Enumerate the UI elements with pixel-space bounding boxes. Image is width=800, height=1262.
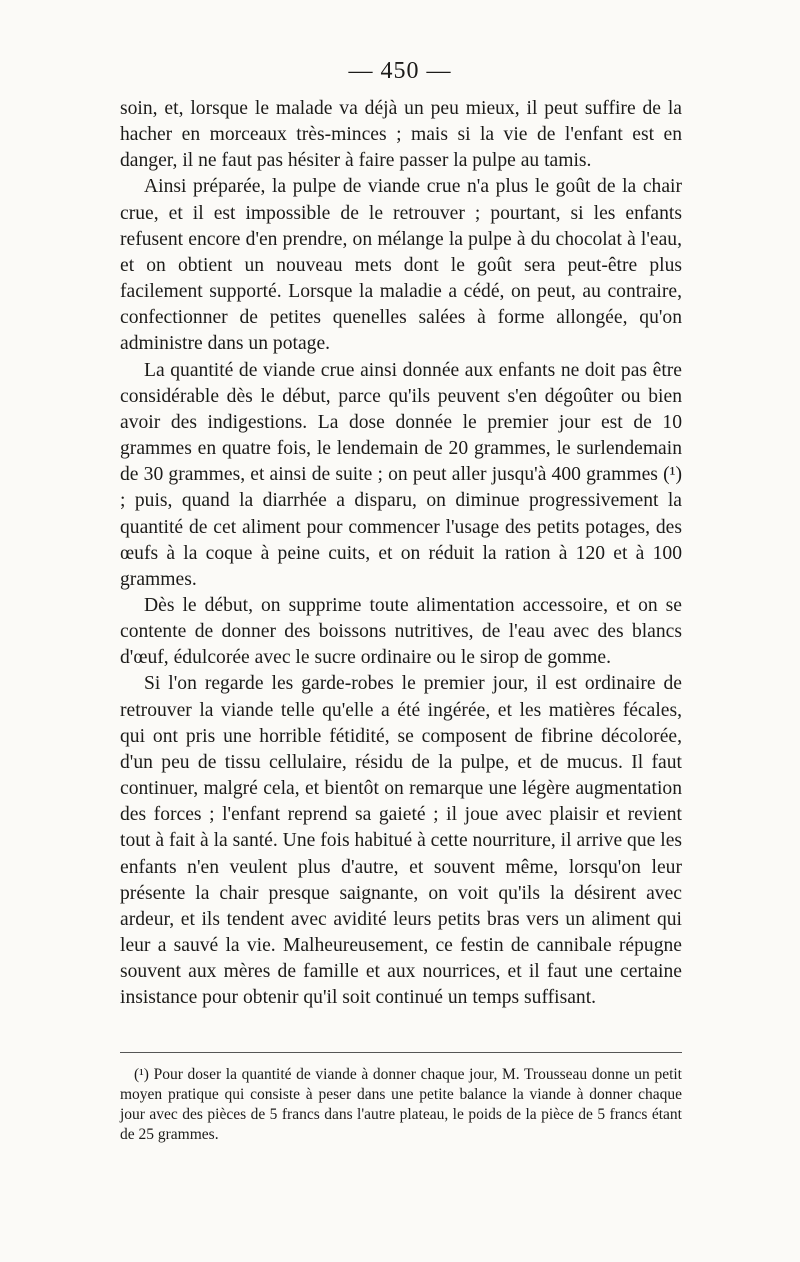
footnote-text: Pour doser la quantité de viande à donner chaque jour, M. Trousseau donne un petit moyen pratique qui consiste à peser dans une petite balance la viande à donner chaque jour avec des pièces de 5 francs dans l'autre plateau, le poids de la pièce de 5 francs étant de 25 grammes. <box>120 1066 682 1143</box>
paragraph-4: Dès le début, on supprime toute alimentation accessoire, et on se contente de donner des boissons nutritives, de l'eau avec des blancs d'œuf, édulcorée avec le sucre ordinaire ou le sirop de gomme. <box>120 594 682 669</box>
footnote-marker: (¹) <box>134 1066 149 1083</box>
paragraph-2: Ainsi préparée, la pulpe de viande crue n'a plus le goût de la chair crue, et il est impossible de le retrouver ; pourtant, si les enfants refusent encore d'en prendre, on mélange la pulpe à du chocolat à l'eau, et on obtient un nouveau mets dont le goût sera peut-être plus facilement supporté. Lorsque la maladie a cédé, on peut, au contraire, confectionner de petites quenelles salées à forme allongée, qu'on administre dans un potage. <box>120 176 682 355</box>
footnote-rule <box>120 1052 682 1053</box>
body-text <box>120 96 682 1011</box>
paragraph-5: Si l'on regarde les garde-robes le premier jour, il est ordinaire de retrouver la viande telle qu'elle a été ingérée, et les matières fécales, qui ont pris une horrible fétidité, se composent de fibrine décolorée, d'un peu de tissu cellulaire, résidu de la pulpe, et de mucus. Il faut continuer, malgré cela, et bientôt on remarque une légère augmentation des forces ; l'enfant reprend sa gaieté ; il joue avec plaisir et revient tout à fait à la santé. Une fois habitué à cette nourriture, il arrive que les enfants n'en veulent plus d'autre, et souvent même, lorsqu'on leur présente la chair presque saignante, on voit qu'ils la désirent avec ardeur, et ils tendent avec avidité leurs petits bras vers un aliment qui leur a sauvé la vie. Malheureusement, ce festin de cannibale répugne souvent aux mères de famille et aux nourrices, et il faut une certaine insistance pour obtenir qu'il soit continué un temps suffisant. <box>120 673 683 1009</box>
footnote <box>120 1065 682 1145</box>
page-number: — 450 — <box>348 58 452 84</box>
paragraph-1: soin, et, lorsque le malade va déjà un peu mieux, il peut suffire de la hacher en morceaux très-minces ; mais si la vie de l'enfant est en danger, il ne faut pas hésiter à faire passer la pulpe au tamis. <box>120 98 682 172</box>
paragraph-3: La quantité de viande crue ainsi donnée aux enfants ne doit pas être considérable dès le début, parce qu'ils peuvent s'en dégoûter ou bien avoir des indigestions. La dose donnée le premier jour est de 10 grammes en quatre fois, le lendemain de 20 grammes, le surlendemain de 30 grammes, et ainsi de suite ; on peut aller jusqu'à 400 grammes (¹) ; puis, quand la diarrhée a disparu, on diminue progressivement la quantité de cet aliment pour commencer l'usage des petits potages, des œufs à la coque à peine cuits, et on réduit la ration à 120 et à 100 grammes. <box>120 359 682 590</box>
